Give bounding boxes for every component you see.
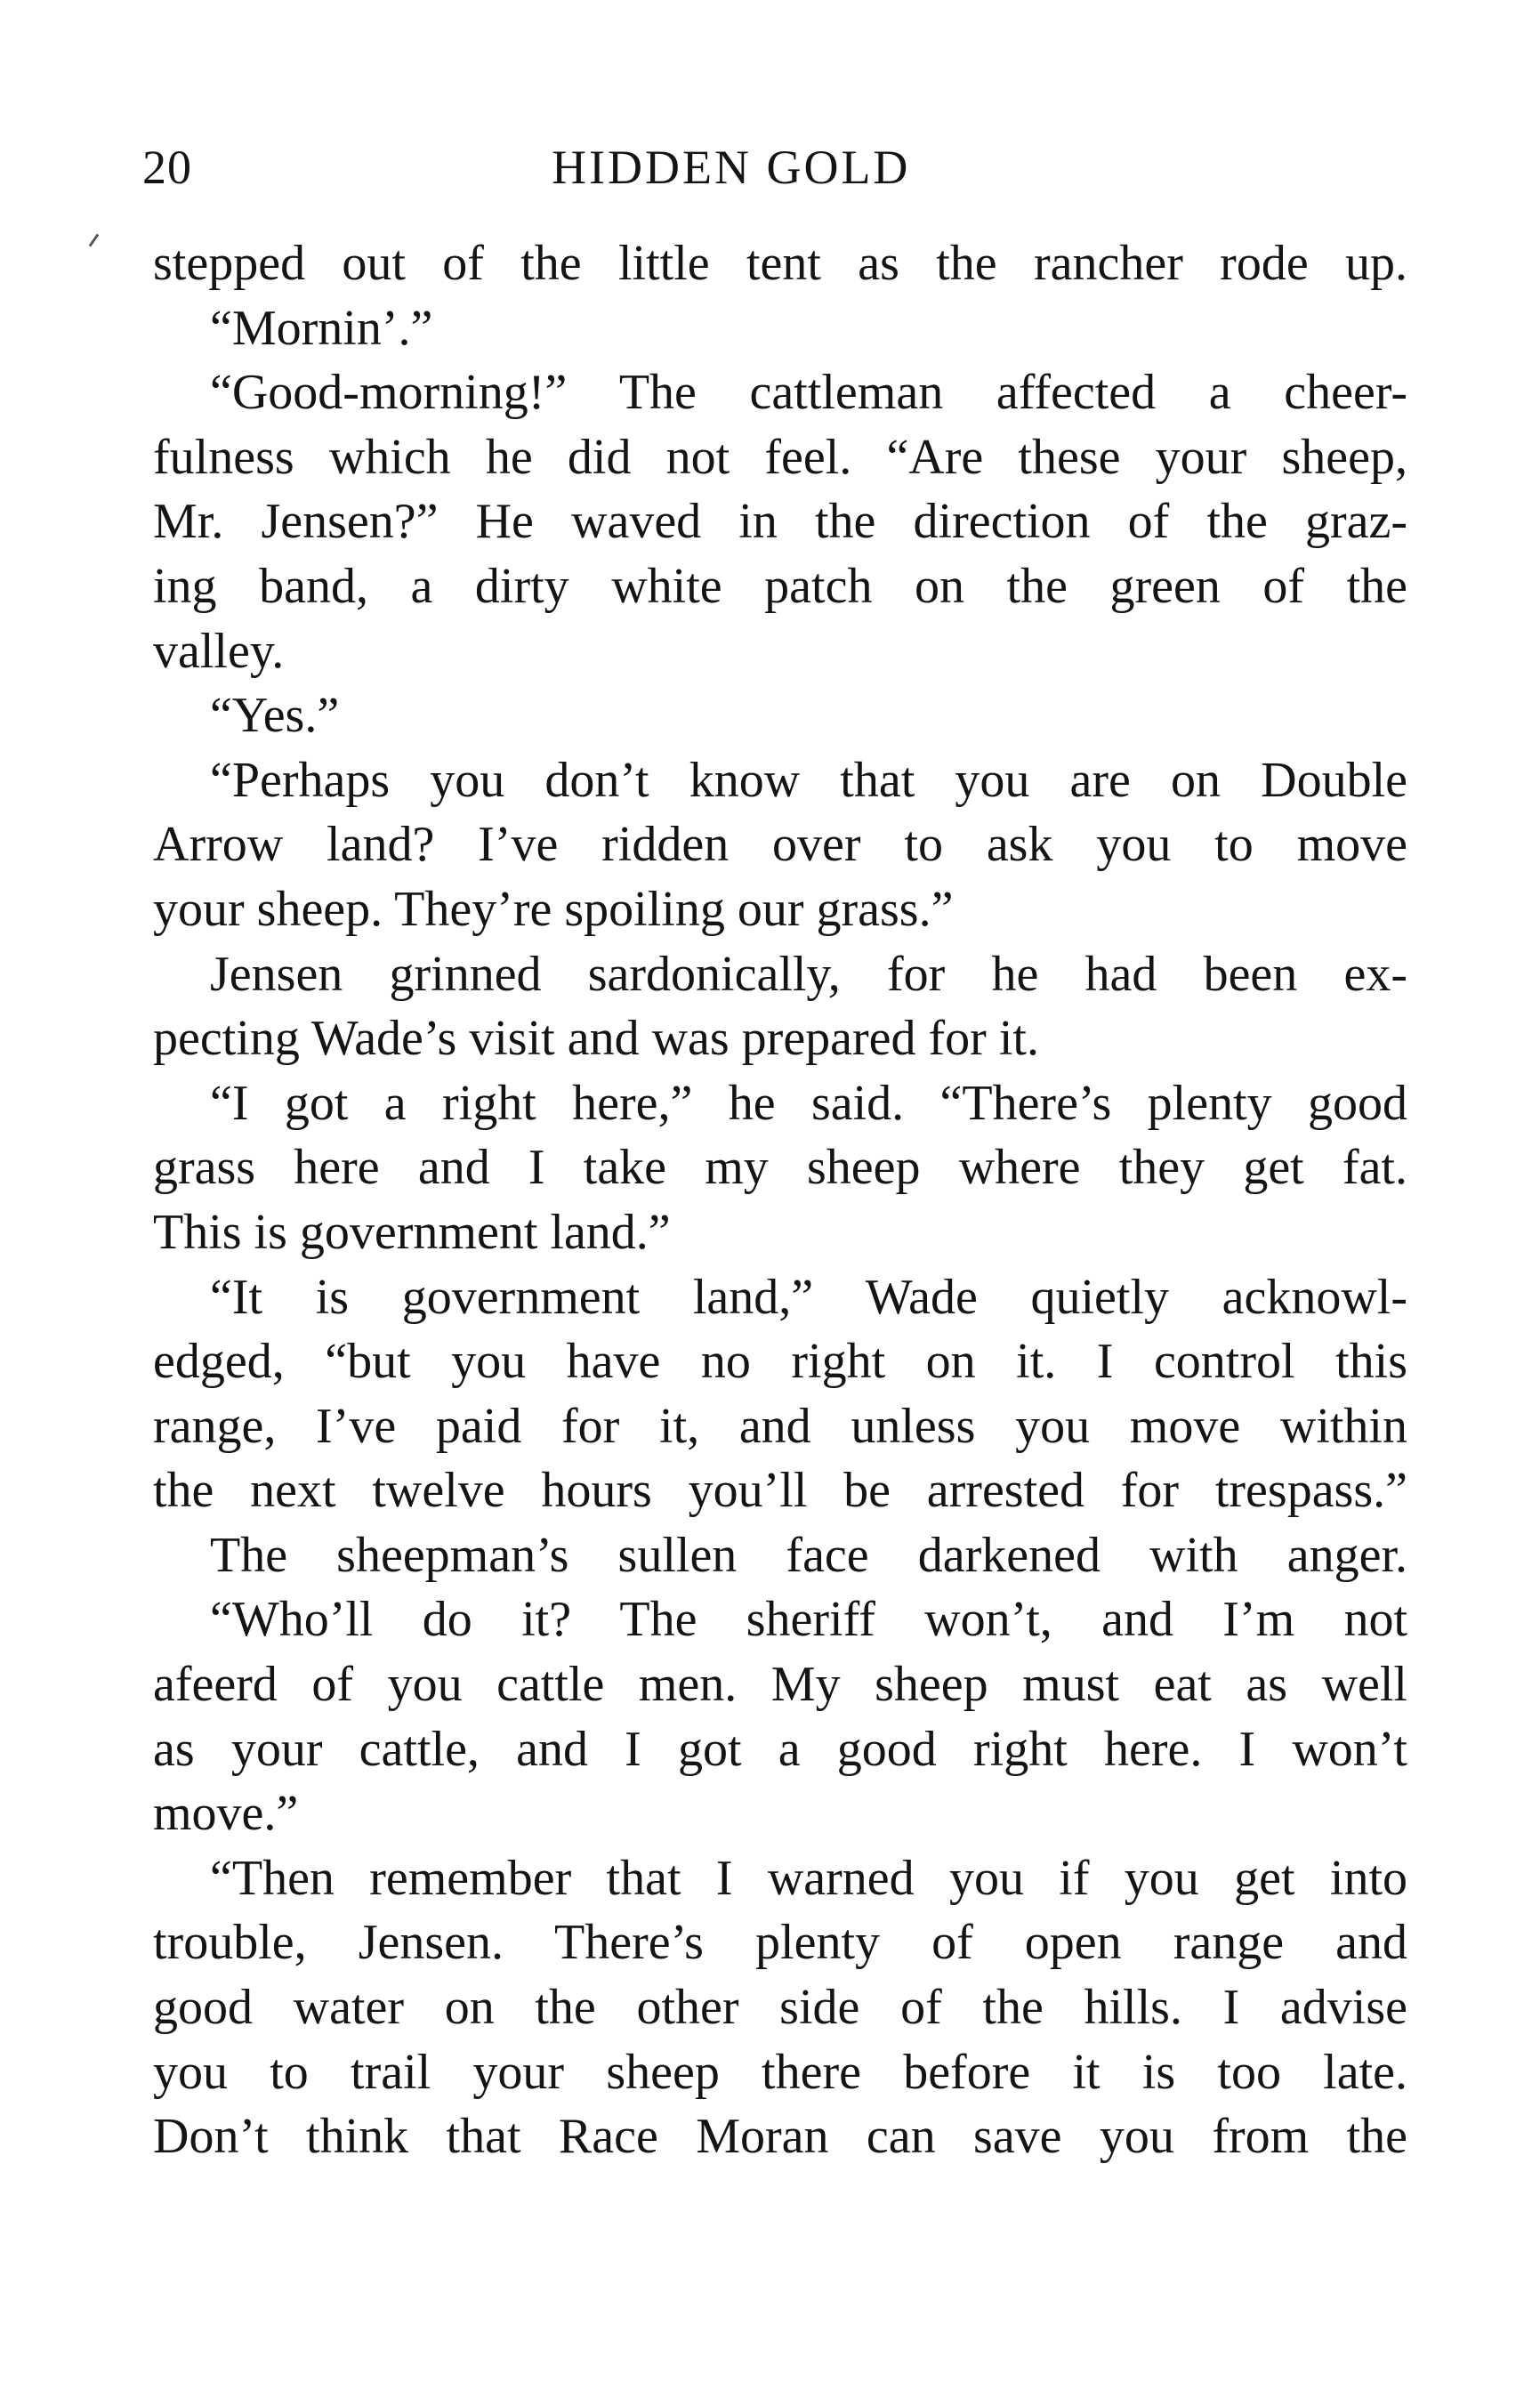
running-title: HIDDEN GOLD bbox=[552, 141, 911, 194]
body-text bbox=[153, 231, 1407, 2169]
text-line: pecting Wade’s visit and was prepared for it. bbox=[153, 1011, 1039, 1067]
text-line: “It is government land,” Wade quietly acknowl- bbox=[210, 1269, 1407, 1325]
text-line: valley. bbox=[153, 623, 285, 679]
text-line: grass here and I take my sheep where they get fat. bbox=[153, 1140, 1407, 1196]
text-line: Arrow land? I’ve ridden over to ask you to move bbox=[153, 817, 1407, 873]
text-line: your sheep. They’re spoiling our grass.” bbox=[153, 881, 954, 937]
text-line: “Good-morning!” The cattleman affected a cheer- bbox=[210, 365, 1407, 421]
text-line: “Who’ll do it? The sheriff won’t, and I’m not bbox=[210, 1592, 1407, 1648]
text-line: as your cattle, and I got a good right here. I won’t bbox=[153, 1721, 1407, 1777]
page-number: 20 bbox=[142, 141, 192, 194]
running-head bbox=[142, 132, 1406, 203]
text-line: range, I’ve paid for it, and unless you move within bbox=[153, 1398, 1407, 1454]
text-line: you to trail your sheep there before it is too late. bbox=[153, 2044, 1407, 2100]
text-line: “I got a right here,” he said. “There’s plenty good bbox=[210, 1075, 1407, 1131]
text-line: fulness which he did not feel. “Are these your sheep, bbox=[153, 429, 1407, 485]
text-line: This is government land.” bbox=[153, 1204, 671, 1260]
text-line: “Perhaps you don’t know that you are on Double bbox=[210, 752, 1407, 808]
text-line: trouble, Jensen. There’s plenty of open range and bbox=[153, 1915, 1407, 1971]
margin-mark bbox=[89, 234, 100, 247]
text-line: stepped out of the little tent as the rancher rode up. bbox=[153, 236, 1407, 291]
text-line: the next twelve hours you’ll be arrested for trespass.” bbox=[153, 1463, 1407, 1519]
text-line: The sheepman’s sullen face darkened with anger. bbox=[210, 1527, 1407, 1583]
text-line: move.” bbox=[153, 1786, 299, 1842]
text-line: Jensen grinned sardonically, for he had been ex- bbox=[210, 946, 1407, 1002]
text-line: afeerd of you cattle men. My sheep must eat as well bbox=[153, 1657, 1407, 1713]
text-line: ing band, a dirty white patch on the green of the bbox=[153, 558, 1407, 614]
text-line: “Then remember that I warned you if you get into bbox=[210, 1850, 1407, 1906]
text-line: Don’t think that Race Moran can save you from the bbox=[153, 2109, 1407, 2165]
text-line: “Yes.” bbox=[210, 688, 340, 744]
text-line: good water on the other side of the hills. I advise bbox=[153, 1980, 1407, 2036]
text-line: Mr. Jensen?” He waved in the direction of the graz- bbox=[153, 494, 1407, 550]
text-line: edged, “but you have no right on it. I control this bbox=[153, 1334, 1407, 1390]
text-line: “Mornin’.” bbox=[210, 300, 433, 356]
